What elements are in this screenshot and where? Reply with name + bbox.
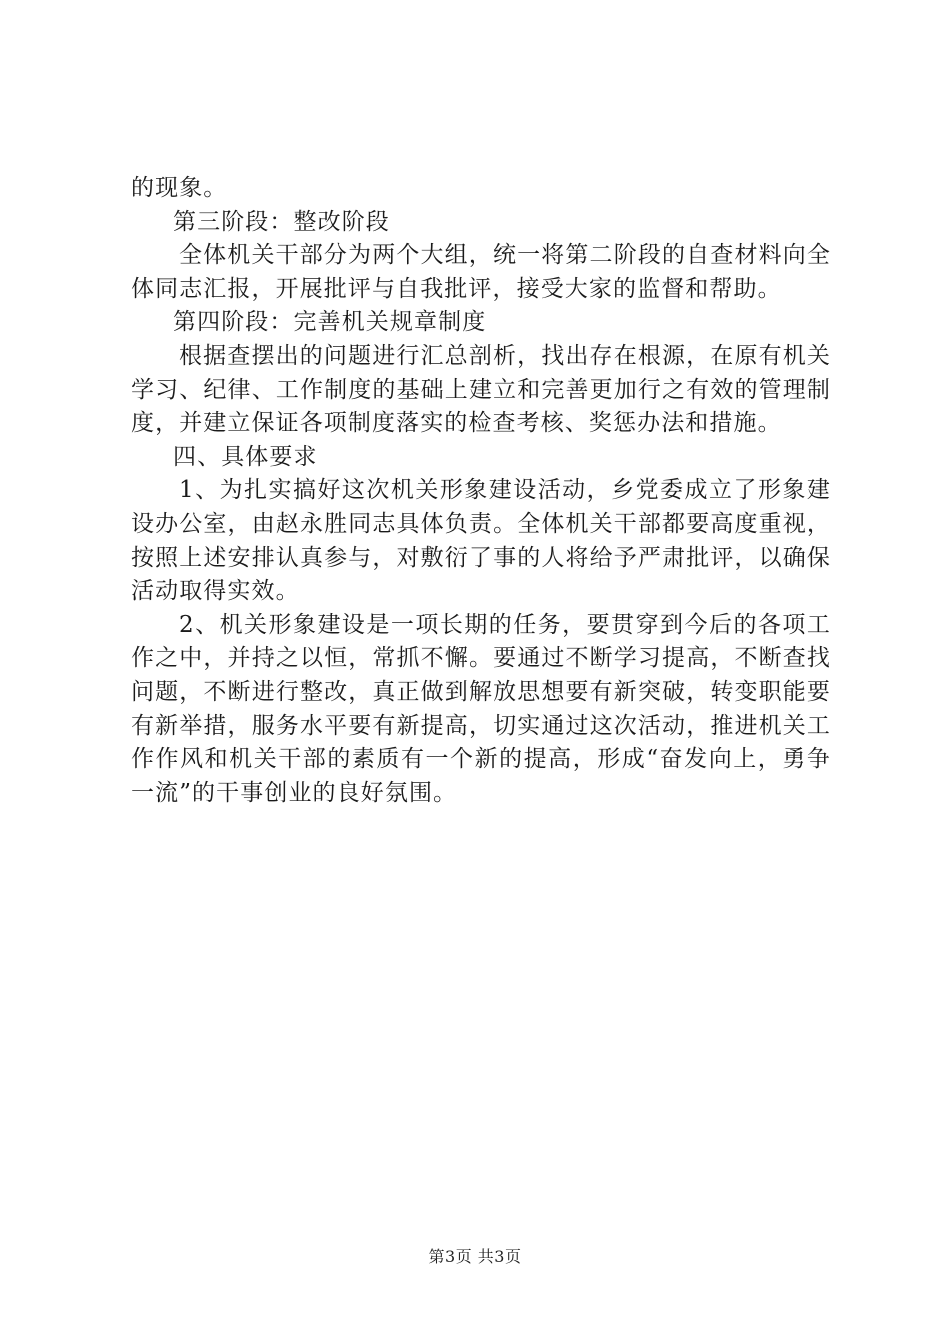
heading-stage-three: 第三阶段：整改阶段 bbox=[173, 208, 390, 235]
paragraph-stage-four-body: 根据查摆出的问题进行汇总剖析，找出存在根源，在原有机关学习、纪律、工作制度的基础上建立和完善更加行之有效的管理制度，并建立保证各项制度落实的检查考核、奖惩办法和措施。 bbox=[131, 342, 831, 437]
paragraph-stage-three-body: 全体机关干部分为两个大组，统一将第二阶段的自查材料向全体同志汇报，开展批评与自我批评，接受大家的监督和帮助。 bbox=[131, 242, 831, 302]
page-footer: 第3页 共3页 bbox=[428, 1247, 522, 1266]
paragraph-continuation: 的现象。 bbox=[131, 175, 228, 201]
paragraph-requirement-1: 1、为扎实搞好这次机关形象建设活动，乡党委成立了形象建设办公室，由赵永胜同志具体负责。全体机关干部都要高度重视，按照上述安排认真参与，对敷衍了事的人将给予严肃批评，以确保活动取得实效。 bbox=[131, 477, 831, 605]
paragraph-requirement-2: 2、机关形象建设是一项长期的任务，要贯穿到今后的各项工作之中，并持之以恒，常抓不懈。要通过不断学习提高，不断查找问题，不断进行整改，真正做到解放思想要有新突破，转变职能要有新举措，服务水平要有新提高，切实通过这次活动，推进机关工作作风和机关干部的素质有一个新的提高，形成“奋发向上，勇争一流”的干事创业的良好氛围。 bbox=[131, 611, 831, 806]
document-body bbox=[131, 172, 831, 810]
heading-requirements: 四、具体要求 bbox=[173, 443, 318, 470]
heading-stage-four: 第四阶段：完善机关规章制度 bbox=[173, 309, 487, 336]
